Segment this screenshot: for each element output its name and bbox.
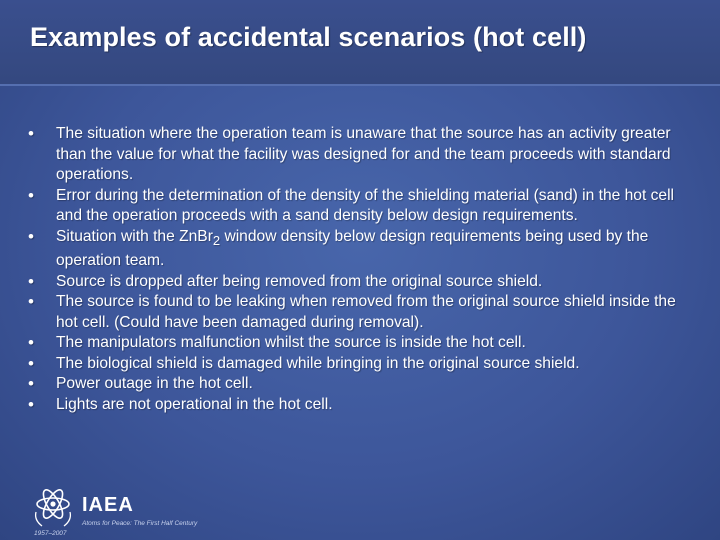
bullet-marker: • [28,271,34,291]
bullet-item [28,395,700,416]
bullet-item [28,374,700,395]
bullet-list [28,124,700,415]
bullet-item [28,333,700,354]
iaea-atom-emblem-icon [30,484,76,530]
iaea-logo [30,484,220,540]
bullet-text: Power outage in the hot cell. [56,375,253,393]
bullet-item [28,272,700,293]
bullet-text: Error during the determination of the density of the shielding material (sand) in the hot cell and the operation proceeds with a sand density below design requirements. [56,186,675,224]
slide-title: Examples of accidental scenarios (hot cell) [30,22,587,52]
bullet-marker: • [28,226,34,246]
bullet-item [28,292,700,333]
bullet-marker: • [28,333,34,353]
bullet-text: The manipulators malfunction whilst the source is inside the hot cell. [56,334,526,352]
iaea-wordmark: IAEA [82,494,134,516]
title-bar [0,0,720,86]
bullet-text: The biological shield is damaged while bringing in the original source shield. [56,354,580,372]
iaea-years: 1957–2007 [34,530,67,537]
subscript-2: 2 [212,232,221,248]
bullet-text: The situation where the operation team is unaware that the source has an activity greater than the value for what the facility was designed for and the team proceeds with standard operations. [56,125,671,183]
bullet-marker: • [28,185,34,205]
bullet-marker: • [28,353,34,373]
bullet-text: The source is found to be leaking when removed from the original source shield inside the hot cell. (Could have been damaged during removal). [56,293,676,331]
bullet-marker: • [28,394,34,414]
bullet-text-before: Situation with the ZnBr [56,227,213,245]
bullet-text-after: window density below design requirements being used by the operation team. [56,227,649,270]
bullet-marker: • [28,292,34,312]
bullet-item [28,354,700,375]
iaea-tagline: Atoms for Peace: The First Half Century [82,520,198,527]
bullet-marker: • [28,374,34,394]
bullet-item [28,186,700,227]
bullet-marker: • [28,124,34,143]
bullet-text: Source is dropped after being removed from the original source shield. [56,272,543,290]
bullet-item [28,227,700,272]
bullet-item [28,124,700,186]
bullet-text: Lights are not operational in the hot cell. [56,395,333,413]
